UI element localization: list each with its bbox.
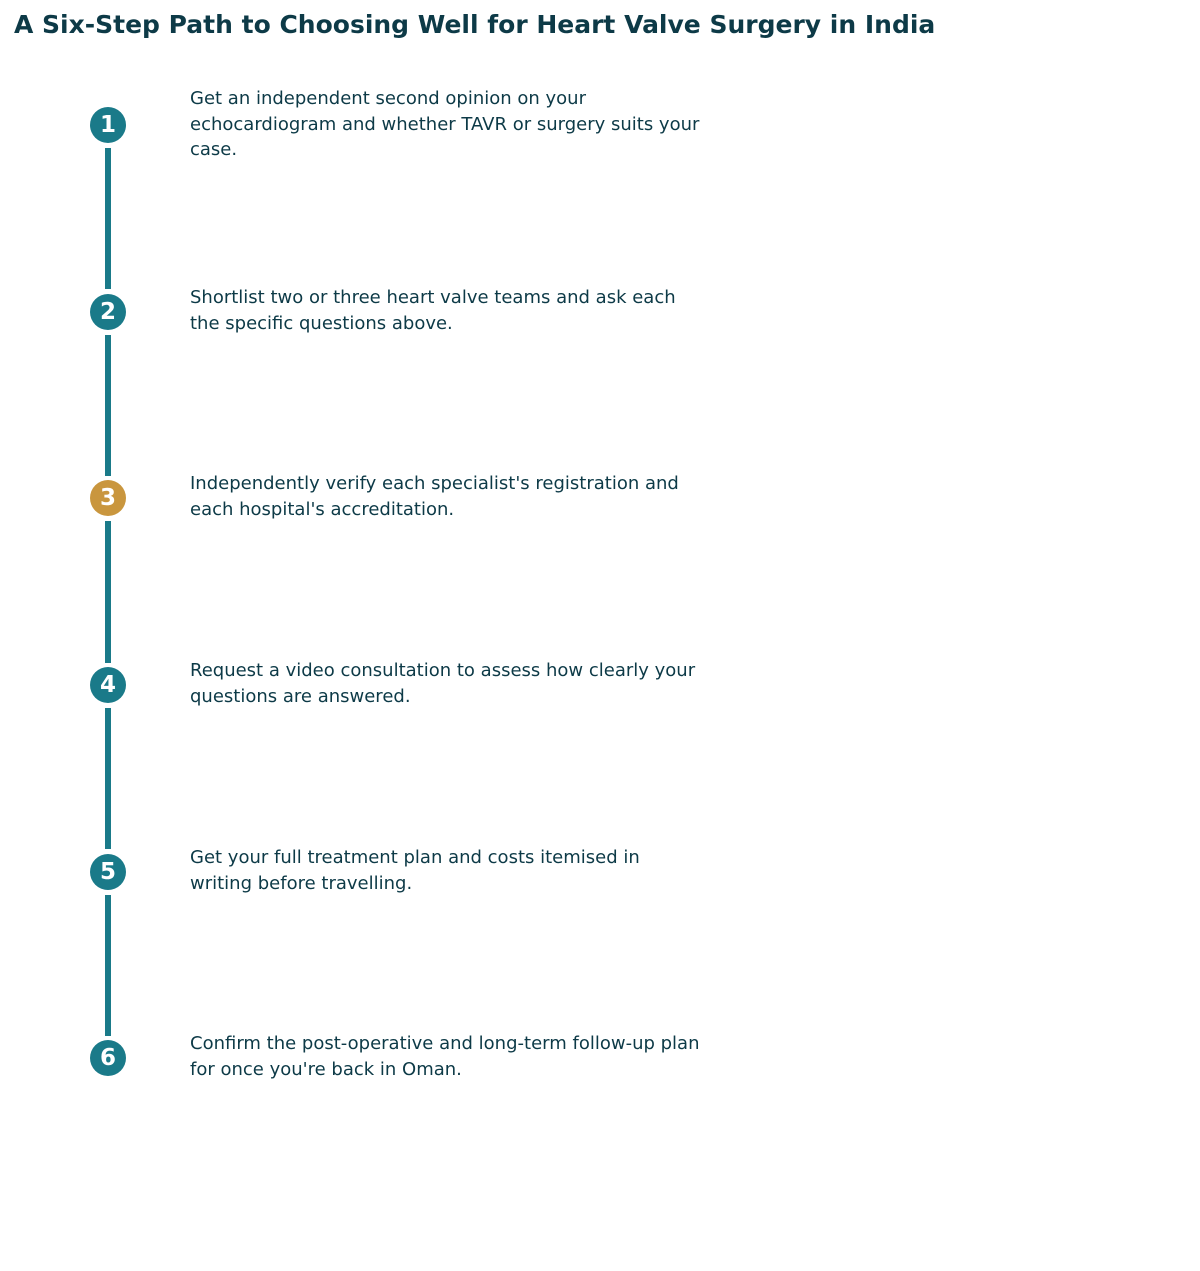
step-text: Get your full treatment plan and costs itemised in writing before travelling. [190,847,640,894]
step-number-badge: 5 [90,854,126,890]
step-text: Request a video consultation to assess how clearly your questions are answered. [190,660,696,707]
step-text: Independently verify each specialist's registration and each hospital's accreditation. [190,473,679,520]
step-text: Confirm the post-operative and long-term follow-up plan for once you're back in Oman. [190,1033,700,1080]
page-title: A Six-Step Path to Choosing Well for Heart Valve Surgery in India [14,10,936,39]
step-number-badge: 1 [90,107,126,143]
step-text: Get an independent second opinion on your echocardiogram and whether TAVR or surgery suits your case. [190,88,700,161]
timeline-connector [105,895,111,1036]
step-number-badge: 4 [90,667,126,703]
step-number-badge: 3 [90,480,126,516]
timeline-connector [105,521,111,663]
step-number-badge: 6 [90,1040,126,1076]
step-number-badge: 2 [90,294,126,330]
timeline-connector [105,335,111,476]
step-text: Shortlist two or three heart valve teams and ask each the specific questions above. [190,287,676,334]
timeline-connector [105,148,111,289]
timeline-connector [105,708,111,849]
